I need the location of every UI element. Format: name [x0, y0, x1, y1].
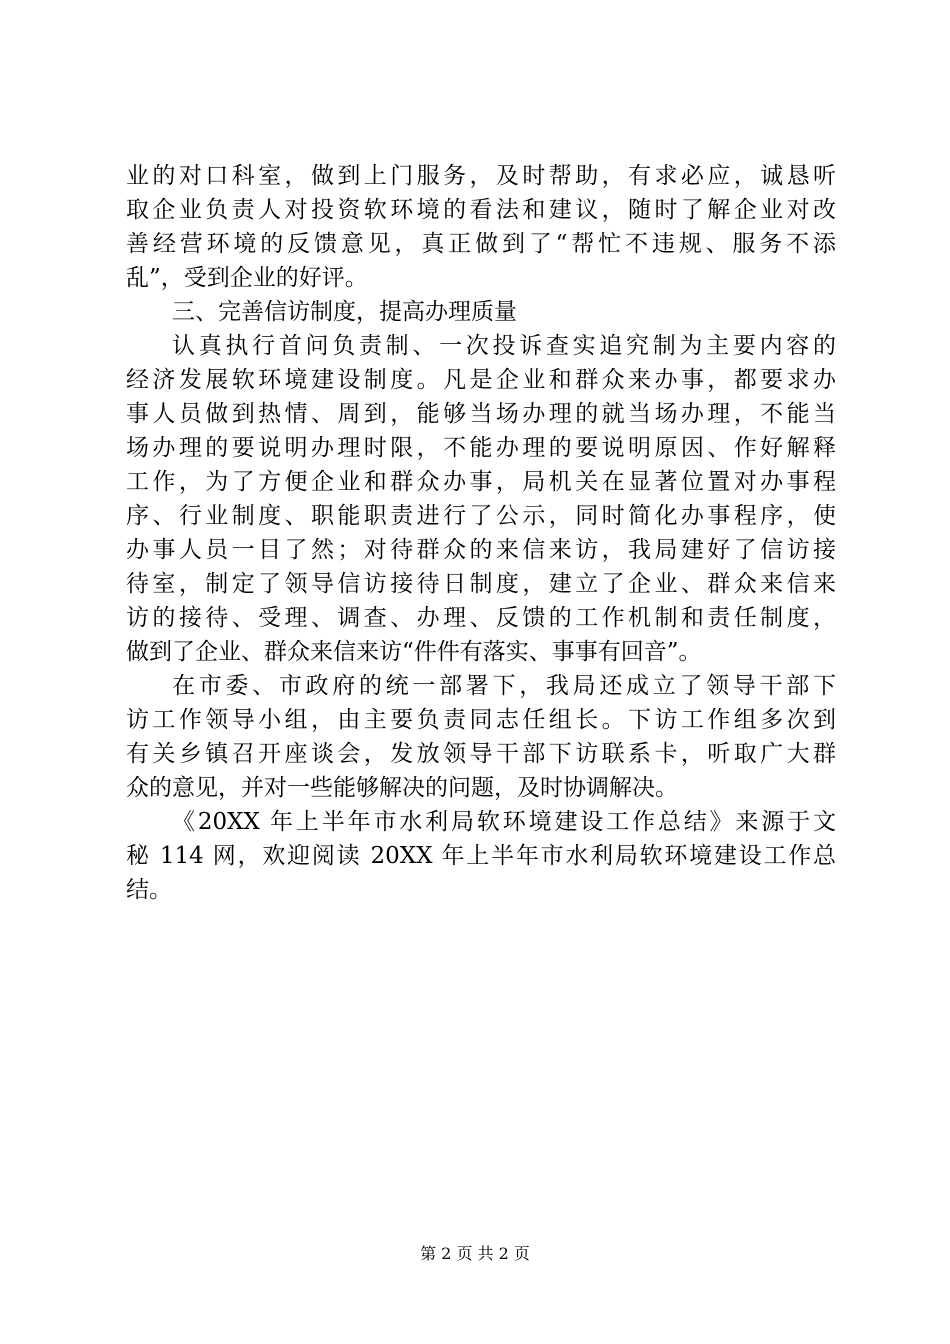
text-line: 做到了企业、群众来信来访“件件有落实、事事有回音”。	[126, 639, 702, 665]
text-line: 工作，为了方便企业和群众办事，局机关在显著位置对办事程	[126, 469, 836, 495]
text-line: 访工作领导小组，由主要负责同志任组长。下访工作组多次到	[126, 707, 836, 733]
text-line: 结。	[126, 877, 172, 903]
text-line: 认真执行首问负责制、一次投诉查实追究制为主要内容的	[172, 333, 836, 359]
text-line: 在市委、市政府的统一部署下，我局还成立了领导干部下	[172, 673, 836, 699]
text-line: 经济发展软环境建设制度。凡是企业和群众来办事，都要求办	[126, 367, 836, 393]
text-line: 众的意见，并对一些能够解决的问题，及时协调解决。	[126, 775, 678, 801]
document-body	[126, 159, 836, 907]
section-heading: 三、完善信访制度，提高办理质量	[172, 299, 517, 325]
text-line: 取企业负责人对投资软环境的看法和建议，随时了解企业对改	[126, 197, 836, 223]
text-line: 访的接待、受理、调查、办理、反馈的工作机制和责任制度，	[126, 605, 836, 631]
text-line: 业的对口科室，做到上门服务，及时帮助，有求必应，诚恳听	[126, 163, 836, 189]
text-line: 办事人员一目了然；对待群众的来信来访，我局建好了信访接	[126, 537, 836, 563]
text-line: 场办理的要说明办理时限，不能办理的要说明原因、作好解释	[126, 435, 836, 461]
text-line: 待室，制定了领导信访接待日制度，建立了企业、群众来信来	[126, 571, 836, 597]
text-line: 乱”，受到企业的好评。	[126, 265, 368, 291]
text-line: 有关乡镇召开座谈会，发放领导干部下访联系卡，听取广大群	[126, 741, 836, 767]
text-line: 秘 114 网，欢迎阅读 20XX 年上半年市水利局软环境建设工作总	[126, 843, 836, 869]
text-line: 善经营环境的反馈意见，真正做到了“帮忙不违规、服务不添	[126, 231, 836, 257]
text-line: 事人员做到热情、周到，能够当场办理的就当场办理，不能当	[126, 401, 836, 427]
text-line: 《20XX 年上半年市水利局软环境建设工作总结》来源于文	[172, 809, 836, 835]
text-line: 序、行业制度、职能职责进行了公示，同时简化办事程序，使	[126, 503, 836, 529]
page-footer: 第 2 页 共 2 页	[420, 1244, 530, 1263]
